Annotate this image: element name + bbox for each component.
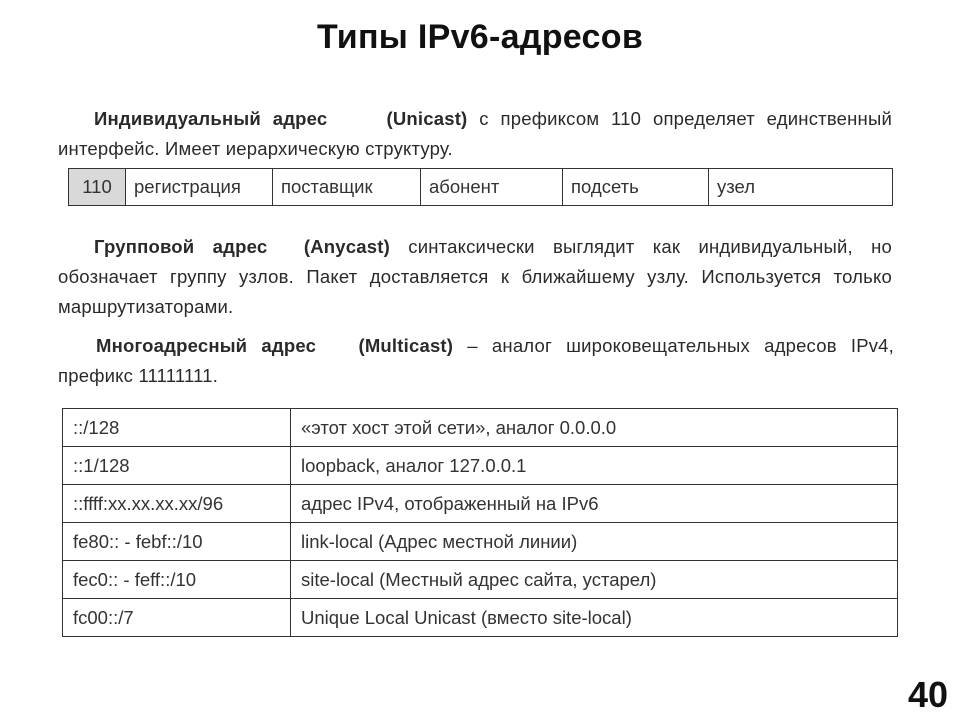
multicast-paragraph bbox=[58, 331, 894, 391]
unicast-paragraph bbox=[58, 104, 892, 164]
address-cell: fe80:: - febf::/10 bbox=[63, 523, 291, 561]
anycast-term-en: (Anycast) bbox=[303, 236, 390, 257]
table-row bbox=[63, 485, 898, 523]
page-number: 40 bbox=[907, 674, 948, 715]
anycast-term: Групповой адрес bbox=[94, 236, 268, 257]
address-cell: ::ffff:xx.xx.xx.xx/96 bbox=[63, 485, 291, 523]
multicast-term-en: (Multicast) bbox=[358, 335, 454, 356]
table-row bbox=[63, 561, 898, 599]
special-address-table bbox=[62, 408, 898, 637]
meaning-cell: site-local (Местный адрес сайта, устарел) bbox=[291, 561, 898, 599]
table-row bbox=[63, 447, 898, 485]
anycast-paragraph bbox=[58, 232, 892, 322]
meaning-cell: «этот хост этой сети», аналог 0.0.0.0 bbox=[291, 409, 898, 447]
anycast-text: синтаксически выглядит как индивидуальный, но обозначает группу узлов. Пакет доставляется к ближайшему узлу. Используется только маршрутизаторами. bbox=[58, 236, 893, 317]
meaning-cell: loopback, аналог 127.0.0.1 bbox=[291, 447, 898, 485]
meaning-cell: адрес IPv4, отображенный на IPv6 bbox=[291, 485, 898, 523]
structure-cell-provider: поставщик bbox=[273, 169, 421, 206]
slide-title: Типы IPv6-адресов bbox=[316, 18, 644, 56]
table-row bbox=[63, 523, 898, 561]
structure-cell-registration: регистрация bbox=[126, 169, 273, 206]
structure-cell-subscriber: абонент bbox=[421, 169, 563, 206]
table-row bbox=[63, 409, 898, 447]
unicast-text: с префиксом 110 определяет единственный интерфейс. Имеет иерархическую структуру. bbox=[58, 108, 892, 159]
multicast-text: – аналог широковещательных адресов IPv4, префикс 11111111. bbox=[58, 335, 895, 386]
unicast-term-en: (Unicast) bbox=[386, 108, 468, 129]
unicast-structure-table bbox=[68, 168, 893, 206]
table-row bbox=[63, 599, 898, 637]
structure-cell-prefix: 110 bbox=[69, 169, 126, 206]
structure-cell-node: узел bbox=[709, 169, 893, 206]
meaning-cell: Unique Local Unicast (вместо site-local) bbox=[291, 599, 898, 637]
address-cell: fec0:: - feff::/10 bbox=[63, 561, 291, 599]
address-cell: ::1/128 bbox=[63, 447, 291, 485]
unicast-term: Индивидуальный адрес bbox=[94, 108, 328, 129]
structure-row bbox=[69, 169, 893, 206]
structure-cell-subnet: подсеть bbox=[563, 169, 709, 206]
meaning-cell: link-local (Адрес местной линии) bbox=[291, 523, 898, 561]
address-cell: ::/128 bbox=[63, 409, 291, 447]
multicast-term: Многоадресный адрес bbox=[96, 335, 317, 356]
address-cell: fc00::/7 bbox=[63, 599, 291, 637]
